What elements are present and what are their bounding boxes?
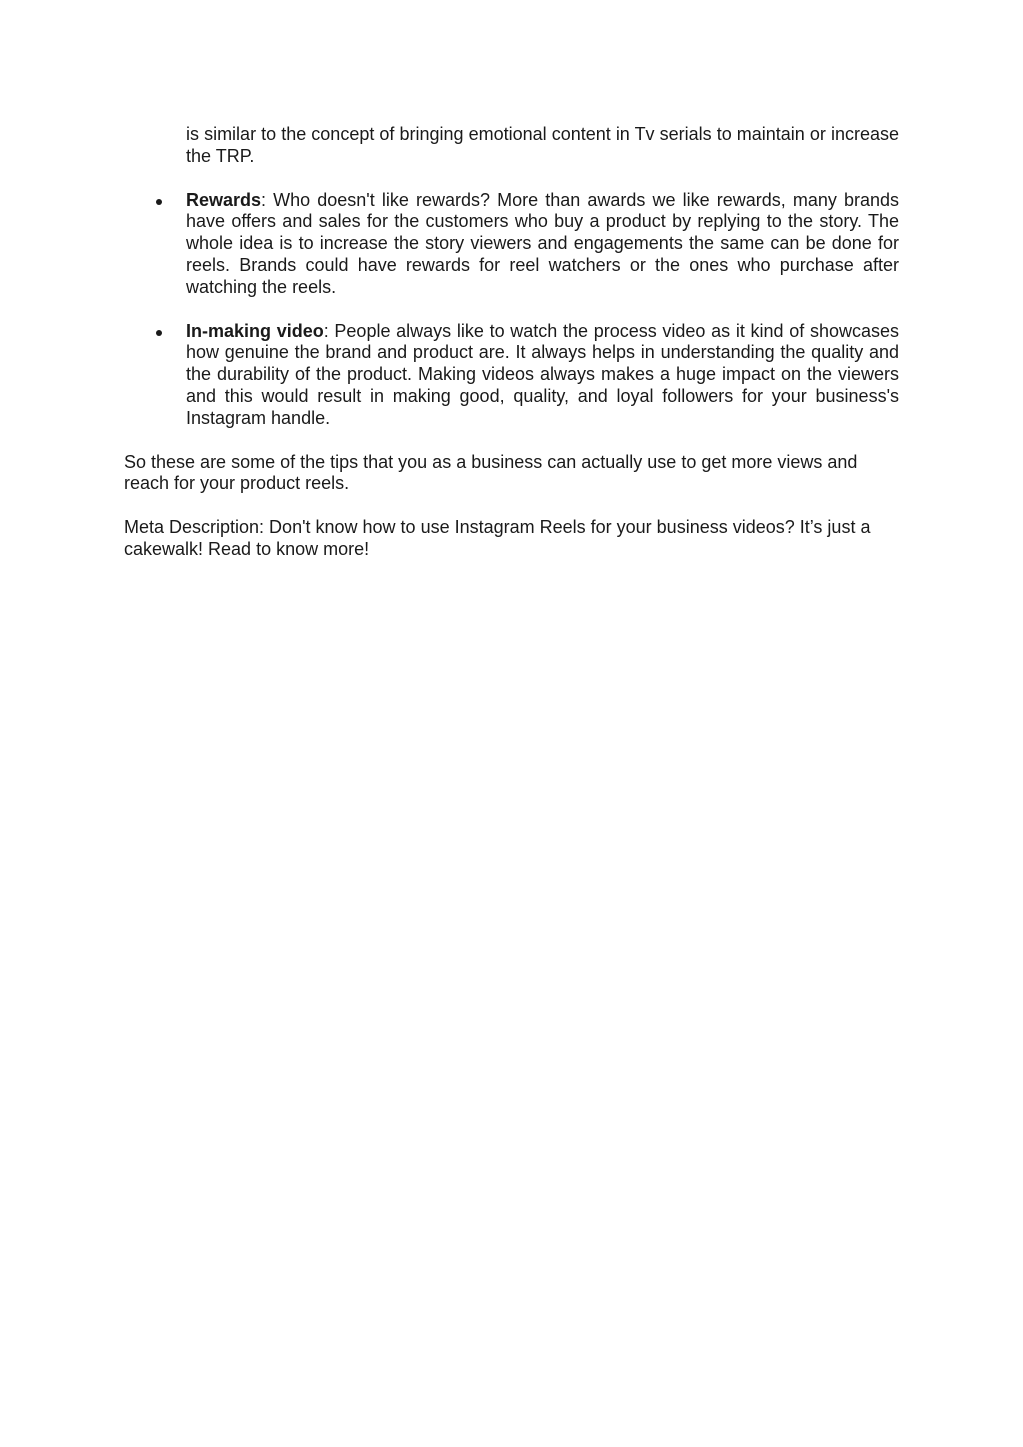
conclusion-paragraph: So these are some of the tips that you as a business can actually use to get more views and reach for your product reels. — [124, 451, 858, 494]
list-item-text: : People always like to watch the process video as it kind of showcases how genuine the brand and product are. It always helps in understanding the quality and the durability of the product. Making videos always makes a huge impact on the viewers and this would result in making good, quality, and loyal followers for your business's Instagram handle. — [186, 320, 899, 428]
bullet-icon — [156, 199, 162, 205]
document-body — [124, 124, 899, 583]
bullet-icon — [156, 330, 162, 336]
continuation-paragraph: is similar to the concept of bringing emotional content in Tv serials to maintain or increase the TRP. — [186, 124, 899, 166]
meta-description-paragraph: Meta Description: Don't know how to use Instagram Reels for your business videos? It’s just a cakewalk! Read to know more! — [124, 517, 871, 559]
list-item-rewards — [124, 190, 899, 299]
tips-list — [124, 190, 899, 430]
list-item-in-making-video — [124, 321, 899, 430]
list-item-term: In-making video — [186, 320, 324, 341]
list-item-term: Rewards — [186, 189, 262, 210]
list-item-text: : Who doesn't like rewards? More than awards we like rewards, many brands have offers and sales for the customers who buy a product by replying to the story. The whole idea is to increase the story viewers and engagements the same can be done for reels. Brands could have rewards for reel watchers or the ones who purchase after watching the reels. — [186, 189, 899, 297]
